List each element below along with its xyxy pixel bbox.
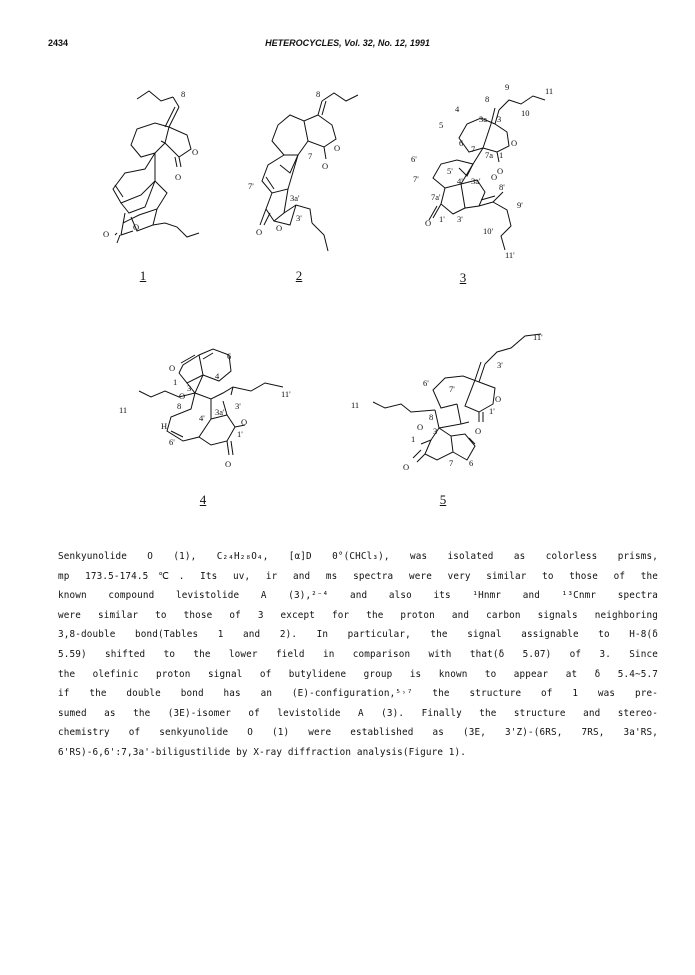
atom-label: 6' (411, 154, 417, 164)
atom-label: 7a' (431, 192, 441, 202)
atom-label: O (276, 223, 283, 233)
atom-label: O (334, 143, 341, 153)
text-line: Senkyunolide O (1), C₂₄H₂₈O₄, [α]D 0°(CHCl₃), was isolated as colorless prisms, (58, 551, 658, 562)
atom-label: O (133, 222, 140, 232)
atom-label: 6 (227, 351, 232, 361)
atom-label: O (179, 391, 186, 401)
atom-label: 6' (423, 378, 429, 388)
atom-label: H (161, 421, 168, 431)
atom-label: 6 (469, 458, 474, 468)
atom-label: 3 (187, 383, 192, 393)
atom-label: 3' (457, 214, 463, 224)
atom-label: 5' (447, 166, 453, 176)
text-line: 6'RS)-6,6':7,3a'-biligustilide by X-ray diffraction analysis(Figure 1). (58, 746, 467, 758)
atom-label: 9 (505, 82, 510, 92)
atom-label: 8 (177, 401, 182, 411)
text-line: sumed as the (3E)-isomer of levistolide A (3). Finally the structure and stereo- (58, 707, 658, 719)
atom-label: 11 (545, 86, 554, 96)
atom-label: 3a (479, 114, 488, 124)
atom-label: 4 (215, 371, 220, 381)
atom-label: O (511, 138, 518, 148)
atom-label: 3a' (471, 176, 481, 186)
atom-label: 7 (449, 458, 454, 468)
atom-label: 9' (517, 200, 523, 210)
atom-label: 1' (237, 429, 243, 439)
atom-label: 4' (199, 413, 205, 423)
atom-label: 7 (308, 151, 313, 161)
compound-label-5: 5 (439, 492, 447, 507)
atom-label: 1' (439, 214, 445, 224)
structure-1 (95, 85, 225, 265)
text-line: mp 173.5-174.5℃. Its uv, ir and ms spectra were very similar to those of the (58, 570, 658, 582)
atom-label: O (322, 161, 329, 171)
atom-label: O (495, 394, 502, 404)
atom-label: 4' (457, 176, 463, 186)
atom-label: 3' (296, 213, 302, 223)
text-line: known compound levistolide A (3),²⁻⁴ and also its ¹Hnmr and ¹³Cnmr spectra (58, 590, 658, 602)
atom-label: 5 (439, 120, 444, 130)
atom-label: 8 (485, 94, 490, 104)
compound-label-4: 4 (199, 492, 207, 507)
atom-label: O (417, 422, 424, 432)
atom-label: 7' (449, 384, 455, 394)
structure-5 (345, 322, 555, 472)
atom-label: 10 (521, 108, 530, 118)
text-line: 3,8-double bond(Tables 1 and 2). In particular, the signal assignable to H-8(δ (58, 629, 658, 641)
text-line: the olefinic proton signal of butylidene group is known to appear at δ 5.4~5.7 (58, 668, 658, 680)
text-line: if the double bond has an (E)-configuration,⁵˒⁷ the structure of 1 was pre- (58, 688, 658, 700)
atom-label: 7 (471, 144, 476, 154)
atom-label: O (225, 459, 232, 469)
atom-label: 11 (119, 405, 128, 415)
atom-label: 1 (411, 434, 416, 444)
atom-label: 11 (351, 400, 360, 410)
atom-label: 4 (455, 104, 460, 114)
compound-label-1: 1 (139, 268, 147, 283)
atom-label: O (175, 172, 182, 182)
atom-label: O (497, 166, 504, 176)
structure-3 (395, 80, 575, 270)
atom-label: 8 (316, 89, 321, 99)
atom-label: O (192, 147, 199, 157)
atom-label: O (103, 229, 110, 239)
text-line: were similar to those of 3 except for the proton and carbon signals neighboring (58, 609, 658, 621)
structure-4 (105, 345, 305, 485)
atom-label: 11' (505, 250, 515, 260)
compound-label-3: 3 (459, 270, 467, 285)
atom-label: O (256, 227, 263, 237)
atom-label: 1 (499, 150, 504, 160)
structure-2 (228, 85, 378, 265)
atom-label: 3' (235, 401, 241, 411)
atom-label: 3a' (215, 407, 225, 417)
atom-label: 11' (533, 332, 543, 342)
atom-label: 3 (497, 114, 502, 124)
atom-label: 3a' (290, 193, 300, 203)
atom-label: 3 (433, 426, 438, 436)
atom-label: 6' (169, 437, 175, 447)
atom-label: 3' (497, 360, 503, 370)
atom-label: O (425, 218, 432, 228)
atom-label: O (475, 426, 482, 436)
body-paragraph (58, 547, 658, 763)
page-number: 2434 (48, 38, 69, 48)
atom-label: 10' (483, 226, 494, 236)
compound-label-2: 2 (295, 268, 303, 283)
atom-label: 1 (173, 377, 178, 387)
atom-label: 7' (413, 174, 419, 184)
atom-label: O (169, 363, 176, 373)
atom-label: 1' (489, 406, 495, 416)
atom-label: O (241, 417, 248, 427)
atom-label: O (403, 462, 410, 472)
atom-label: 8 (181, 89, 186, 99)
text-line: chemistry of senkyunolide O (1) were established as (3E, 3'Z)-(6RS, 7RS, 3a'RS, (58, 727, 658, 739)
running-header: HETEROCYCLES, Vol. 32, No. 12, 1991 (265, 38, 430, 48)
atom-label: 6 (459, 138, 464, 148)
atom-label: 7a (485, 150, 494, 160)
text-line: 5.59) shifted to the lower field in comparison with that(δ 5.07) of 3. Since (58, 648, 658, 660)
atom-label: 8' (499, 182, 505, 192)
atom-label: O (491, 172, 498, 182)
atom-label: 11' (281, 389, 291, 399)
atom-label: 7' (248, 181, 254, 191)
atom-label: 8 (429, 412, 434, 422)
